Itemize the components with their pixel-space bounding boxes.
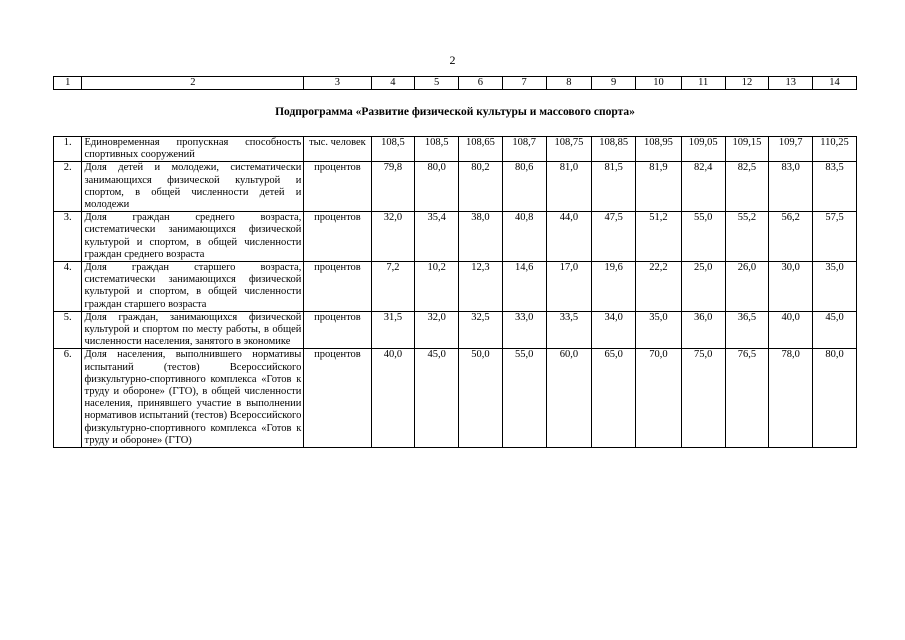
row-number: 2. [54, 162, 82, 212]
row-number: 1. [54, 137, 82, 162]
indicator-value: 80,2 [459, 162, 503, 212]
indicator-value: 80,0 [813, 349, 857, 448]
indicator-value: 19,6 [592, 262, 636, 312]
indicator-value: 80,0 [415, 162, 459, 212]
indicator-value: 108,75 [546, 137, 592, 162]
table-row [54, 137, 857, 162]
table-row [54, 311, 857, 349]
column-number: 11 [681, 77, 725, 90]
indicator-name: Доля граждан среднего возраста, систематически занимающихся физической культурой и спортом, в общей численности граждан среднего возраста [82, 212, 304, 262]
indicator-value: 12,3 [459, 262, 503, 312]
indicator-value: 108,65 [459, 137, 503, 162]
indicator-value: 40,8 [502, 212, 546, 262]
indicator-unit: процентов [304, 349, 371, 448]
indicator-unit: процентов [304, 162, 371, 212]
indicator-value: 38,0 [459, 212, 503, 262]
table-row [54, 212, 857, 262]
indicator-value: 17,0 [546, 262, 592, 312]
subprogram-title: Подпрограмма «Развитие физической культуры и массового спорта» [275, 106, 635, 118]
indicator-value: 108,95 [636, 137, 682, 162]
indicator-value: 108,85 [592, 137, 636, 162]
indicator-value: 33,0 [502, 311, 546, 349]
indicator-value: 36,0 [681, 311, 725, 349]
indicator-value: 79,8 [371, 162, 415, 212]
indicator-value: 44,0 [546, 212, 592, 262]
indicator-value: 83,0 [769, 162, 813, 212]
indicator-value: 109,15 [725, 137, 769, 162]
indicator-value: 83,5 [813, 162, 857, 212]
indicator-value: 33,5 [546, 311, 592, 349]
column-number: 13 [769, 77, 813, 90]
indicator-value: 7,2 [371, 262, 415, 312]
indicator-value: 65,0 [592, 349, 636, 448]
indicator-value: 34,0 [592, 311, 636, 349]
indicator-value: 108,7 [502, 137, 546, 162]
row-number: 6. [54, 349, 82, 448]
indicator-value: 32,5 [459, 311, 503, 349]
indicator-value: 10,2 [415, 262, 459, 312]
indicator-value: 80,6 [502, 162, 546, 212]
indicator-value: 26,0 [725, 262, 769, 312]
column-number: 9 [592, 77, 636, 90]
column-number: 8 [546, 77, 592, 90]
indicator-value: 57,5 [813, 212, 857, 262]
indicator-value: 55,0 [681, 212, 725, 262]
indicator-value: 31,5 [371, 311, 415, 349]
column-number: 14 [813, 77, 857, 90]
indicator-value: 55,2 [725, 212, 769, 262]
table-row [54, 262, 857, 312]
indicator-value: 45,0 [813, 311, 857, 349]
column-number: 1 [54, 77, 82, 90]
indicator-value: 14,6 [502, 262, 546, 312]
column-number: 3 [304, 77, 371, 90]
indicator-value: 51,2 [636, 212, 682, 262]
indicator-value: 36,5 [725, 311, 769, 349]
indicator-unit: процентов [304, 262, 371, 312]
indicator-value: 110,25 [813, 137, 857, 162]
indicator-value: 76,5 [725, 349, 769, 448]
indicator-value: 47,5 [592, 212, 636, 262]
indicator-unit: процентов [304, 212, 371, 262]
indicator-value: 75,0 [681, 349, 725, 448]
indicator-value: 35,0 [813, 262, 857, 312]
row-number: 4. [54, 262, 82, 312]
indicator-name: Доля детей и молодежи, систематически занимающихся физической культурой и спортом, в общей численности детей и молодежи [82, 162, 304, 212]
indicator-unit: тыс. человек [304, 137, 371, 162]
column-number-row [53, 76, 857, 90]
indicator-value: 35,4 [415, 212, 459, 262]
column-number: 7 [502, 77, 546, 90]
column-number: 4 [371, 77, 415, 90]
indicator-value: 78,0 [769, 349, 813, 448]
indicator-value: 40,0 [769, 311, 813, 349]
indicator-value: 60,0 [546, 349, 592, 448]
table-row [54, 349, 857, 448]
indicator-value: 108,5 [415, 137, 459, 162]
indicator-unit: процентов [304, 311, 371, 349]
indicator-value: 81,9 [636, 162, 682, 212]
indicator-value: 82,4 [681, 162, 725, 212]
indicator-name: Единовременная пропускная способность спортивных сооружений [82, 137, 304, 162]
indicator-value: 82,5 [725, 162, 769, 212]
indicator-name: Доля населения, выполнившего нормативы испытаний (тестов) Всероссийского физкультурно-спортивного комплекса «Готов к труду и обороне» (ГТО), в общей численности населения, принявшего участие в выполнении нормативов испытаний (тестов) Всероссийского физкультурно-спортивного комплекса «Готов к труду и обороне» (ГТО) [82, 349, 304, 448]
indicators-table [53, 136, 857, 448]
indicator-value: 32,0 [371, 212, 415, 262]
page-number: 2 [449, 53, 456, 67]
indicator-value: 81,0 [546, 162, 592, 212]
indicator-value: 109,05 [681, 137, 725, 162]
indicator-value: 55,0 [502, 349, 546, 448]
indicator-value: 22,2 [636, 262, 682, 312]
column-number: 5 [415, 77, 459, 90]
indicator-name: Доля граждан, занимающихся физической культурой и спортом по месту работы, в общей численности населения, занятого в экономике [82, 311, 304, 349]
indicator-value: 32,0 [415, 311, 459, 349]
indicator-value: 56,2 [769, 212, 813, 262]
indicator-value: 35,0 [636, 311, 682, 349]
column-number: 6 [459, 77, 503, 90]
indicator-value: 45,0 [415, 349, 459, 448]
table-row [54, 162, 857, 212]
indicator-value: 70,0 [636, 349, 682, 448]
indicator-value: 108,5 [371, 137, 415, 162]
row-number: 3. [54, 212, 82, 262]
indicator-value: 50,0 [459, 349, 503, 448]
column-number: 12 [725, 77, 769, 90]
indicator-value: 30,0 [769, 262, 813, 312]
indicator-value: 81,5 [592, 162, 636, 212]
indicator-name: Доля граждан старшего возраста, систематически занимающихся физической культурой и спортом, в общей численности граждан старшего возраста [82, 262, 304, 312]
column-number: 2 [82, 77, 304, 90]
column-number: 10 [636, 77, 682, 90]
row-number: 5. [54, 311, 82, 349]
indicator-value: 25,0 [681, 262, 725, 312]
indicator-value: 40,0 [371, 349, 415, 448]
indicator-value: 109,7 [769, 137, 813, 162]
